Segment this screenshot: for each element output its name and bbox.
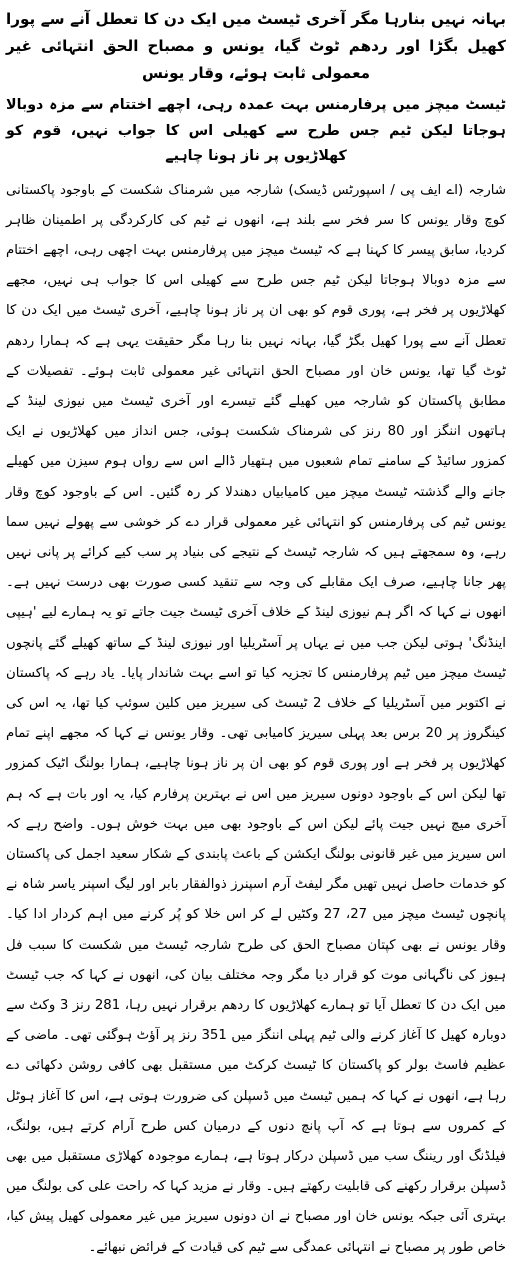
article-subheadline: ٹیسٹ میچز میں پرفارمنس بہت عمدہ رہی، اچھے اختتام سے مزہ دوبالا ہوجاتا لیکن ٹیم جس طرح سے کھیلی اس کا جواب نہیں، قوم کو کھلاڑیوں پر ناز ہونا چاہیے [6, 97, 506, 164]
article-headline: بہانہ نہیں بنارہا مگر آخری ٹیسٹ میں ایک دن کا تعطل آنے سے پورا کھیل بگڑا اور ردھم ٹوٹ گیا، یونس و مصباح الحق انتہائی غیر معمولی ثابت ہوئے، وقار یونس [6, 10, 506, 82]
article-body: شارجہ (اے ایف پی / اسپورٹس ڈیسک) شارجہ میں شرمناک شکست کے باوجود پاکستانی کوچ وقار یونس کا سر فخر سے بلند ہے، انھوں نے ٹیم کی کارکردگی پر اطمینان ظاہر کردیا، سابق پیسر کا کہنا ہے کہ ٹیسٹ میچز میں پرفارمنس بہت اچھی رہی، اچھے اختتام سے مزہ دوبالا ہوجاتا لیکن ٹیم جس طرح سے کھیلی اس کا جواب ہی نہیں، مجھے کھلاڑیوں پر فخر ہے، پوری قوم کو بھی ان پر ناز ہونا چاہیے، آخری ٹیسٹ میں ایک دن کا تعطل آنے سے پورا کھیل بگڑ گیا، بہانہ نہیں بنا رہا مگر حقیقت یہی ہے کہ ہمارا ردھم ٹوٹ گیا تھا، یونس خان اور مصباح الحق انتہائی غیر معمولی ثابت ہوئے۔ تفصیلات کے مطابق پاکستان کو شارجہ میں کھیلے گئے تیسرے اور آخری ٹیسٹ میں نیوزی لینڈ کے ہاتھوں اننگز اور 80 رنز کی شرمناک شکست ہوئی، جس انداز میں کھلاڑیوں نے ایک کمزور سائیڈ کے سامنے تمام شعبوں میں ہتھیار ڈالے اس سے رواں ہوم سیزن میں کھیلے جانے والے گذشتہ ٹیسٹ میچز میں کامیابیاں دھندلا کر رہ گئیں۔ اس کے باوجود کوچ وقار یونس ٹیم کی پرفارمنس کو انتہائی غیر معمولی قرار دے کر خوشی سے پھولے نہیں سما رہے، وہ سمجھتے ہیں کہ شارجہ ٹیسٹ کے نتیجے کی بنیاد پر سب کیے کرائے پر پانی نہیں پھر جانا چاہیے، صرف ایک مقابلے کی وجہ سے تنقید کسی صورت بھی درست نہیں ہے۔ انھوں نے کہا کہ اگر ہم نیوزی لینڈ کے خلاف آخری ٹیسٹ جیت جاتے تو یہ ہمارے لیے 'ہیپی اینڈنگ' ہوتی لیکن جب میں نے یہاں پر آسٹریلیا اور نیوزی لینڈ کے ساتھ کھیلے گئے پانچوں ٹیسٹ میچز میں ٹیم پرفارمنس کا تجزیہ کیا تو اسے بہت شاندار پایا۔ یاد رہے کہ پاکستان نے اکتوبر میں آسٹریلیا کے خلاف 2 ٹیسٹ کی سیریز میں کلین سوئپ کیا تھا، یہ اس کی کینگروز پر 20 برس بعد پہلی سیریز کامیابی تھی۔ وقار یونس نے کہا کہ مجھے اپنے تمام کھلاڑیوں پر فخر ہے اور پوری قوم کو بھی ان پر ناز ہونا چاہیے، ہمارا بولنگ اٹیک کمزور تھا لیکن اس کے باوجود دونوں سیریز میں اس نے بہترین پرفارم کیا، یہ اور بات ہے کہ ہم آخری میچ نہیں جیت پائے لیکن اس کے باوجود بھی میں بہت خوش ہوں۔ واضح رہے کہ اس سیریز میں غیر قانونی بولنگ ایکشن کے باعث پابندی کے شکار سعید اجمل کی پاکستان کو خدمات حاصل نہیں تھیں مگر لیفٹ آرم اسپنرز ذوالفقار بابر اور لیگ اسپنر یاسر شاہ نے پانچوں ٹیسٹ میچز میں 27، 27 وکٹیں لے کر اس خلا کو پُر کرنے میں اہم کردار ادا کیا۔ وقار یونس نے بھی کپتان مصباح الحق کی طرح شارجہ ٹیسٹ میں شکست کا سبب فل ہیوز کی ناگہانی موت کو قرار دیا مگر وجہ مختلف بیان کی، انھوں نے کہا کہ جب ٹیسٹ میں ایک دن کا تعطل آیا تو ہمارے کھلاڑیوں کا ردھم برقرار نہیں رہا، 281 رنز 3 وکٹ سے دوبارہ کھیل کا آغاز کرنے والی ٹیم پہلی اننگز میں 351 رنز پر آؤٹ ہوگئی تھی۔ ماضی کے عظیم فاسٹ بولر کو پاکستان کا ٹیسٹ کرکٹ میں مستقبل بھی کافی روشن دکھائی دے رہا ہے، انھوں نے کہا کہ ہمیں ٹیسٹ میں ڈسپلن کی ضرورت ہوتی ہے، اس کا آغاز ہوٹل کے کمروں سے ہوتا ہے کہ آپ پانچ دنوں کے درمیان کس طرح آرام کرتے ہیں، بولنگ، فیلڈنگ اور ریننگ سب میں ڈسپلن درکار ہوتا ہے، ہمارے موجودہ کھلاڑی مستقبل میں بھی ڈسپلن برقرار رکھنے کی قابلیت رکھتے ہیں۔ وقار نے مزید کہا کہ راحت علی کی بولنگ میں بہتری آئی جبکہ یونس خان اور مصباح نے ان دونوں سیریز میں غیر معمولی کھیل پیش کیا، خاص طور پر مصباح نے انتہائی عمدگی سے ٹیم کی قیادت کے فرائض نبھائے۔ [6, 182, 506, 1255]
